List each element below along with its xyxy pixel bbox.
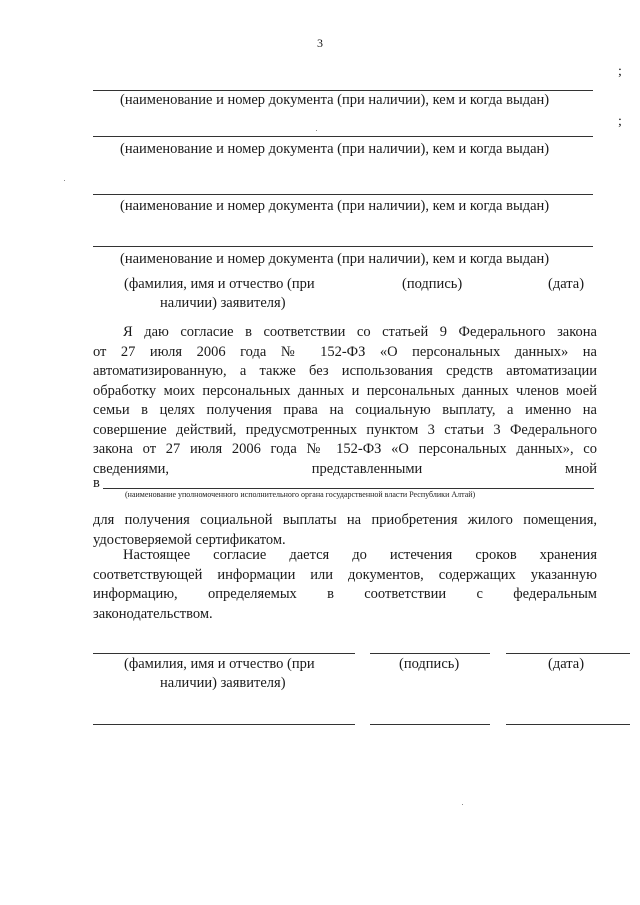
consent-line: закона от 27 июля 2006 года № 152-ФЗ «О персональных данных», со [93, 441, 597, 457]
document-fill-line [93, 246, 593, 247]
document-fill-line [93, 90, 593, 91]
document-fill-line [93, 194, 593, 195]
applicant-name-caption: (фамилия, имя и отчество (при [124, 656, 315, 672]
semicolon-mark: ; [618, 64, 622, 79]
applicant-name-caption-2: наличии) заявителя) [160, 675, 286, 691]
date-caption: (дата) [548, 656, 585, 672]
consent-line: Я даю согласие в соответствии со статьей 9 Федерального закона [123, 324, 597, 340]
signature-caption: (подпись) [402, 276, 463, 292]
in-prefix: в [93, 475, 100, 491]
semicolon-mark: ; [618, 114, 622, 129]
term-line: информацию, определяемых в соответствии с федеральным [93, 586, 597, 602]
page-number: 3 [317, 36, 323, 50]
authority-caption: (наименование уполномоченного исполнительного органа государственной власти Республики Алтай) [125, 490, 476, 499]
date-fill-line [506, 653, 630, 654]
authority-fill-line [103, 488, 594, 489]
date-fill-line [506, 724, 630, 725]
applicant-name-caption-2: наличии) заявителя) [160, 295, 286, 311]
term-paragraph [93, 546, 597, 624]
signature-caption: (подпись) [399, 656, 460, 672]
term-line: соответствующей информации или документов, содержащих указанную [93, 566, 597, 583]
document-caption: (наименование и номер документа (при наличии), кем и когда выдан) [120, 198, 550, 214]
applicant-name-fill-line [93, 724, 355, 725]
consent-line: автоматизированную, а также без использования средств автоматизации [93, 363, 597, 379]
consent-paragraph [93, 323, 597, 479]
purpose-line: для получения социальной выплаты на приобретения жилого помещения, [93, 512, 597, 528]
scan-speck [462, 804, 463, 805]
consent-line: от 27 июля 2006 года № 152-ФЗ «О персональных данных» на [93, 343, 597, 360]
document-caption: (наименование и номер документа (при наличии), кем и когда выдан) [120, 141, 550, 157]
signature-fill-line [370, 724, 490, 725]
document-caption: (наименование и номер документа (при наличии), кем и когда выдан) [120, 251, 550, 267]
consent-line: сведениями, представленными мной [93, 460, 597, 477]
consent-line: совершение действий, предусмотренных пунктом 3 статьи 3 Федерального [93, 421, 597, 438]
date-caption: (дата) [548, 276, 585, 292]
term-line: законодательством. [93, 605, 213, 622]
applicant-name-caption: (фамилия, имя и отчество (при [124, 276, 315, 292]
purpose-paragraph [93, 511, 597, 550]
signature-fill-line [370, 653, 490, 654]
purpose-line: удостоверяемой сертификатом. [93, 531, 286, 548]
scan-speck [64, 180, 65, 181]
document-caption: (наименование и номер документа (при наличии), кем и когда выдан) [120, 92, 550, 108]
consent-line: семьи в целях получения права на социальную выплату, а именно на [93, 402, 597, 418]
applicant-name-fill-line [93, 653, 355, 654]
consent-line: обработку моих персональных данных и персональных данных членов моей [93, 382, 597, 399]
scan-speck [316, 130, 317, 131]
document-fill-line [93, 136, 593, 137]
term-line: Настоящее согласие дается до истечения сроков хранения [123, 547, 597, 563]
